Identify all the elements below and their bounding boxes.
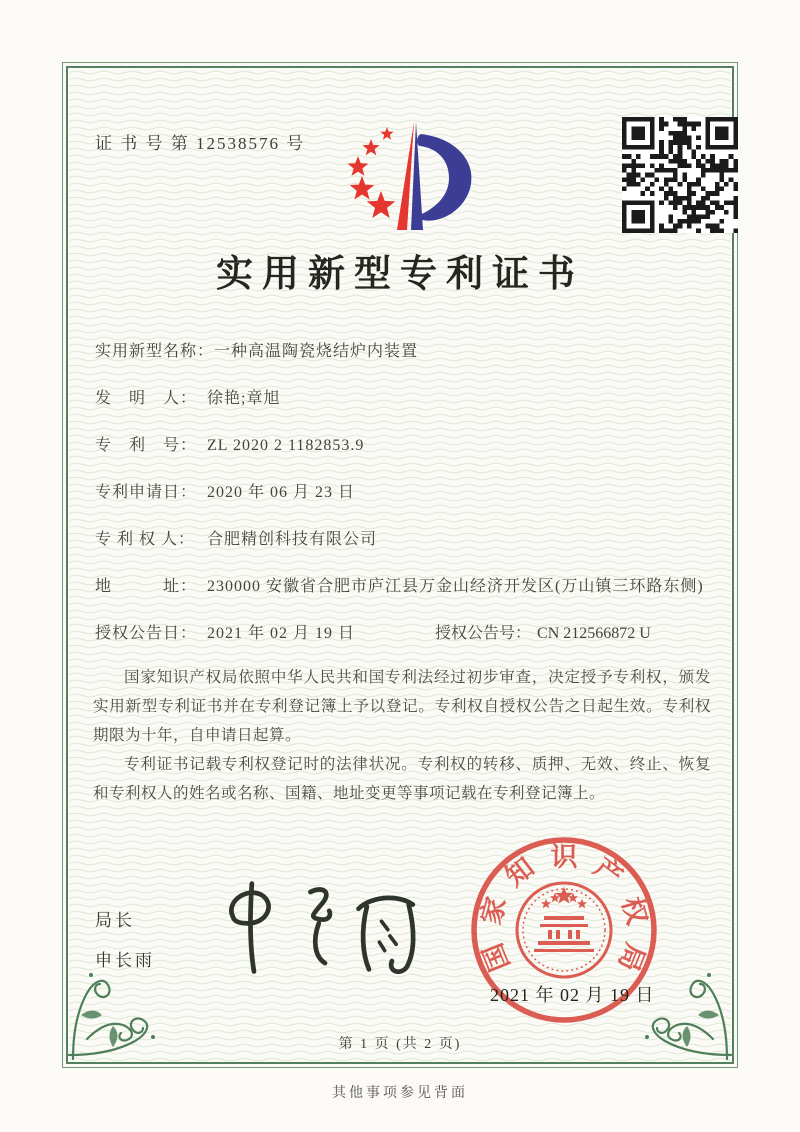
svg-text:局: 局 [612,939,651,976]
svg-text:权: 权 [616,893,653,928]
field-label: 专 利 号： [95,437,198,454]
certificate-number: 证 书 号 第 12538576 号 [95,134,306,153]
signer-title: 局长 [95,911,135,930]
certificate-title: 实用新型专利证书 [216,254,584,295]
field-address [95,574,709,600]
field-value: 合肥精创科技有限公司 [207,531,378,548]
seal-date: 2021 年 02 月 19 日 [490,985,655,1005]
page-number: 第 1 页 (共 2 页) [338,1037,462,1052]
field-label: 实用新型名称： [95,343,215,360]
field-value: 一种高温陶瓷烧结炉内装置 [214,343,419,360]
field-inventor [95,386,709,412]
field-value: 2021 年 02 月 19 日 [207,625,356,642]
field-list [95,339,709,647]
field-filing-date [95,480,709,506]
field-grant-number [435,621,651,647]
field-value: ZL 2020 2 1182853.9 [207,437,365,454]
field-utility-model-name [95,339,709,365]
legal-text [93,663,711,808]
svg-text:识: 识 [550,842,578,873]
field-label: 地 址： [95,578,198,595]
field-label: 授权公告日： [95,625,198,642]
legal-paragraph-grant: 国家知识产权局依照中华人民共和国专利法经过初步审查，决定授予专利权，颁发实用新型专利证书并在专利登记簿上予以登记。专利权自授权公告之日起生效。专利权期限为十年，自申请日起算。 [93,669,711,744]
field-value: CN 212566872 U [537,625,651,642]
signer-name: 申长雨 [95,951,155,970]
signer-block [95,901,155,981]
field-label: 发 明 人： [95,390,198,407]
svg-text:知: 知 [499,851,540,893]
field-label: 授权公告号： [435,625,532,642]
field-patent-number [95,433,709,459]
field-label: 专 利 权 人： [95,531,196,548]
svg-text:产: 产 [588,851,629,893]
director-signature-icon [214,869,434,984]
field-patentee [95,527,709,553]
certificate-body [69,69,731,1063]
field-value: 230000 安徽省合肥市庐江县万金山经济开发区(万山镇三环路东侧) [207,578,704,595]
svg-text:国: 国 [477,939,516,976]
cnipa-patent-logo-icon [335,110,477,236]
field-value: 2020 年 06 月 23 日 [207,484,356,501]
back-side-note: 其他事项参见背面 [332,1086,468,1101]
svg-text:家: 家 [475,893,512,928]
field-grant-row [95,621,709,647]
field-value: 徐艳;章旭 [207,390,281,407]
qr-code-icon [622,117,738,233]
field-grant-date [95,621,435,647]
legal-paragraph-register: 专利证书记载专利权登记时的法律状况。专利权的转移、质押、无效、终止、恢复和专利权人的姓名或名称、国籍、地址变更等事项记载在专利登记簿上。 [93,756,711,802]
national-emblem-icon [517,883,611,977]
field-label: 专利申请日： [95,484,198,501]
